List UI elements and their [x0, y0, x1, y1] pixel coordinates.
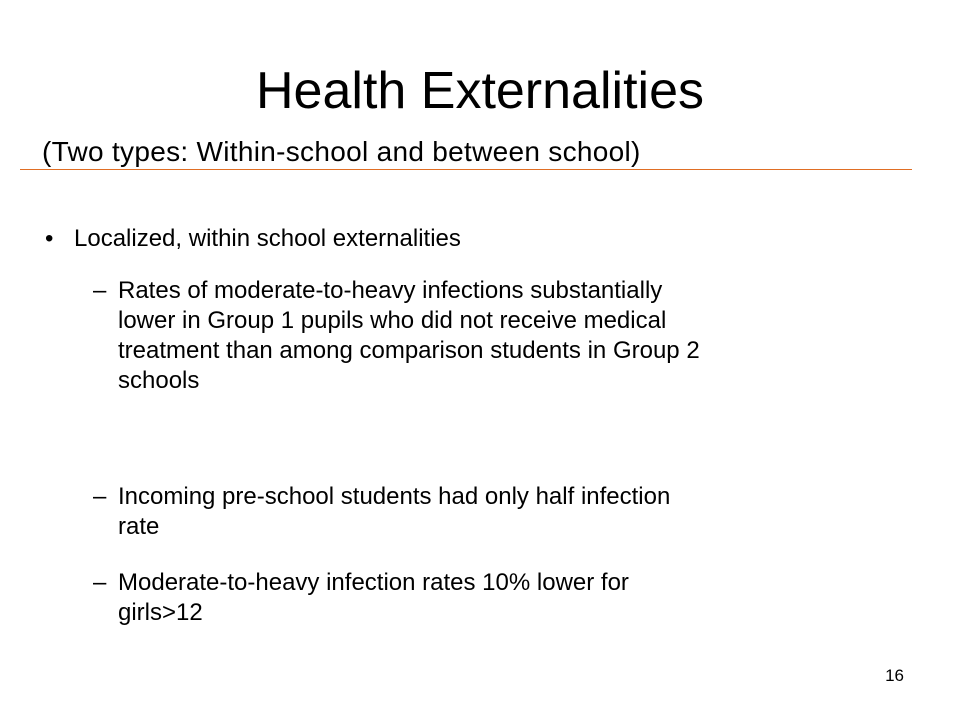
sub-bullet-line: Rates of moderate-to-heavy infections substantially — [118, 277, 663, 304]
sub-bullet-marker: – — [93, 483, 107, 510]
sub-bullet-text — [118, 568, 888, 628]
bullet-marker: • — [45, 225, 54, 252]
sub-bullet-line: lower in Group 1 pupils who did not receive medical — [118, 307, 667, 334]
sub-bullet-marker: – — [93, 277, 107, 304]
sub-bullet-line: Moderate-to-heavy infection rates 10% lower for — [118, 569, 629, 596]
sub-bullet-line: rate — [118, 513, 160, 540]
sub-bullet-line: girls>12 — [118, 599, 203, 626]
sub-bullet-marker: – — [93, 569, 107, 596]
slide-title: Health Externalities — [256, 62, 704, 120]
bullet-text: Localized, within school externalities — [74, 225, 461, 252]
sub-bullet-text — [118, 276, 888, 396]
page-number: 16 — [885, 666, 904, 685]
sub-bullet-text — [118, 482, 888, 542]
sub-bullet-line: treatment than among comparison students in Group 2 — [118, 337, 700, 364]
title-divider — [20, 169, 912, 170]
slide-subtitle: (Two types: Within-school and between school) — [42, 136, 641, 167]
sub-bullet-line: schools — [118, 367, 200, 394]
sub-bullet-line: Incoming pre-school students had only half infection — [118, 483, 671, 510]
